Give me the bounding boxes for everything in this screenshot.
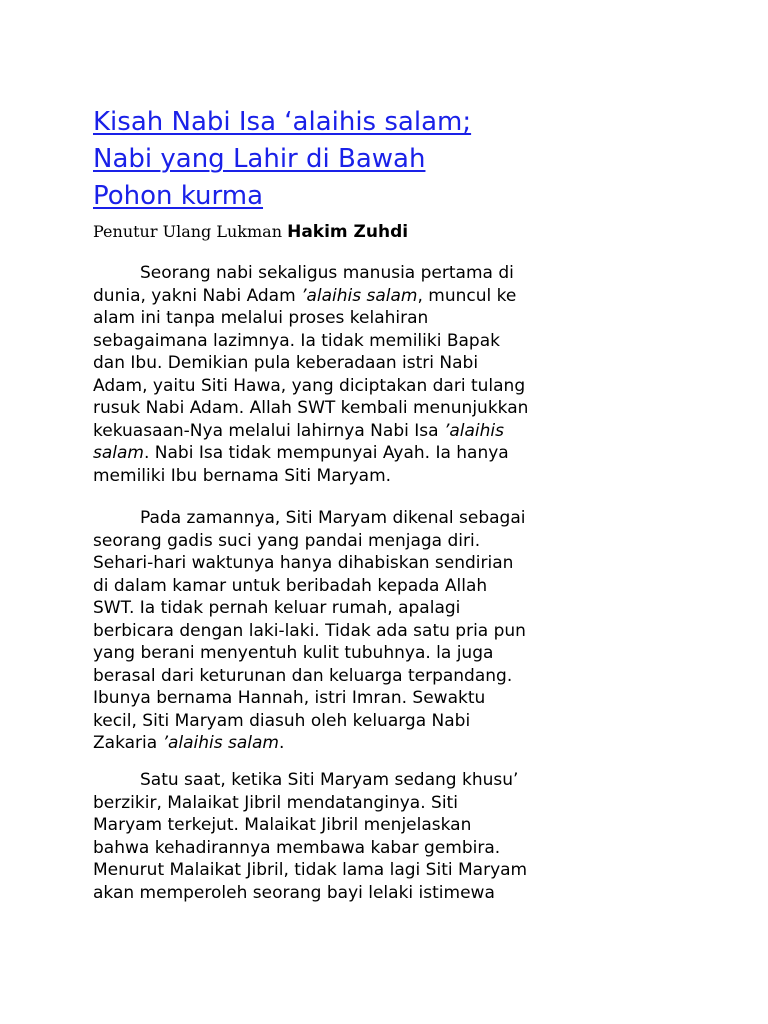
text-line: seorang gadis suci yang pandai menjaga diri. (93, 530, 481, 551)
text-line: SWT. Ia tidak pernah keluar rumah, apalagi (93, 598, 461, 618)
italic-text: ’alaihis salam (301, 285, 418, 306)
article-title (93, 104, 653, 215)
text-run: . (278, 733, 285, 753)
paragraph-2 (93, 507, 526, 755)
text-line (93, 420, 528, 443)
text-line: rusuk Nabi Adam. Allah SWT kembali menunjukkan (93, 398, 529, 418)
text-line: Sehari-hari waktunya hanya dihabiskan sendirian (93, 553, 514, 573)
text-line: Maryam terkejut. Malaikat Jibril menjelaskan (93, 815, 472, 835)
text-line: Pada zamannya, Siti Maryam dikenal sebagai (140, 508, 526, 528)
text-line: memiliki Ibu bernama Siti Maryam. (93, 465, 392, 486)
title-line: Kisah Nabi Isa ‘alaihis salam; (93, 107, 472, 137)
text-line (93, 442, 528, 465)
paragraph-1 (93, 262, 528, 487)
text-line: berbicara dengan laki-laki. Tidak ada satu pria pun (93, 620, 526, 641)
text-line: di dalam kamar untuk beribadah kepada Allah (93, 575, 488, 596)
text-line: berasal dari keturunan dan keluarga terpandang. (93, 665, 513, 686)
text-line: Adam, yaitu Siti Hawa, yang diciptakan dari tulang (93, 375, 526, 396)
text-run: . Nabi Isa tidak mempunyai Ayah. Ia hanya (143, 443, 509, 463)
text-run: kekuasaan-Nya melalui lahirnya Nabi Isa (93, 420, 444, 441)
text-line: Menurut Malaikat Jibril, tidak lama lagi Siti Maryam (93, 860, 528, 880)
text-line (93, 285, 528, 308)
text-line: Ibunya bernama Hannah, istri Imran. Sewaktu (93, 688, 486, 708)
text-run: Zakaria (93, 733, 163, 753)
text-line: kecil, Siti Maryam diasuh oleh keluarga Nabi (93, 710, 471, 731)
text-run: dunia, yakni Nabi Adam (93, 285, 302, 306)
text-line: alam ini tanpa melalui proses kelahiran (93, 308, 429, 328)
text-line: sebagaimana lazimnya. Ia tidak memiliki Bapak (93, 330, 500, 351)
byline-label: Penutur Ulang Lukman (93, 222, 288, 241)
text-line: akan memperoleh seorang bayi lelaki istimewa (93, 882, 495, 903)
text-line: yang berani menyentuh kulit tubuhnya. la juga (93, 643, 494, 663)
text-line: berzikir, Malaikat Jibril mendatanginya. Siti (93, 792, 458, 813)
text-line: bahwa kehadirannya membawa kabar gembira. (93, 837, 501, 858)
text-line (93, 732, 526, 755)
byline (93, 222, 408, 242)
title-line: Nabi yang Lahir di Bawah (93, 144, 426, 174)
title-line: Pohon kurma (93, 181, 264, 211)
italic-text: ’alaihis salam (162, 733, 279, 753)
byline-author: Hakim Zuhdi (287, 222, 409, 242)
text-line: dan Ibu. Demikian pula keberadaan istri Nabi (93, 353, 479, 373)
text-run: , muncul ke (417, 285, 517, 306)
italic-text: ’alaihis (443, 420, 504, 441)
paragraph-3 (93, 769, 527, 904)
text-line: Seorang nabi sekaligus manusia pertama di (140, 263, 514, 283)
text-line: Satu saat, ketika Siti Maryam sedang khusu’ (140, 770, 519, 790)
italic-text: salam (93, 443, 144, 463)
title-link[interactable] (93, 107, 471, 211)
